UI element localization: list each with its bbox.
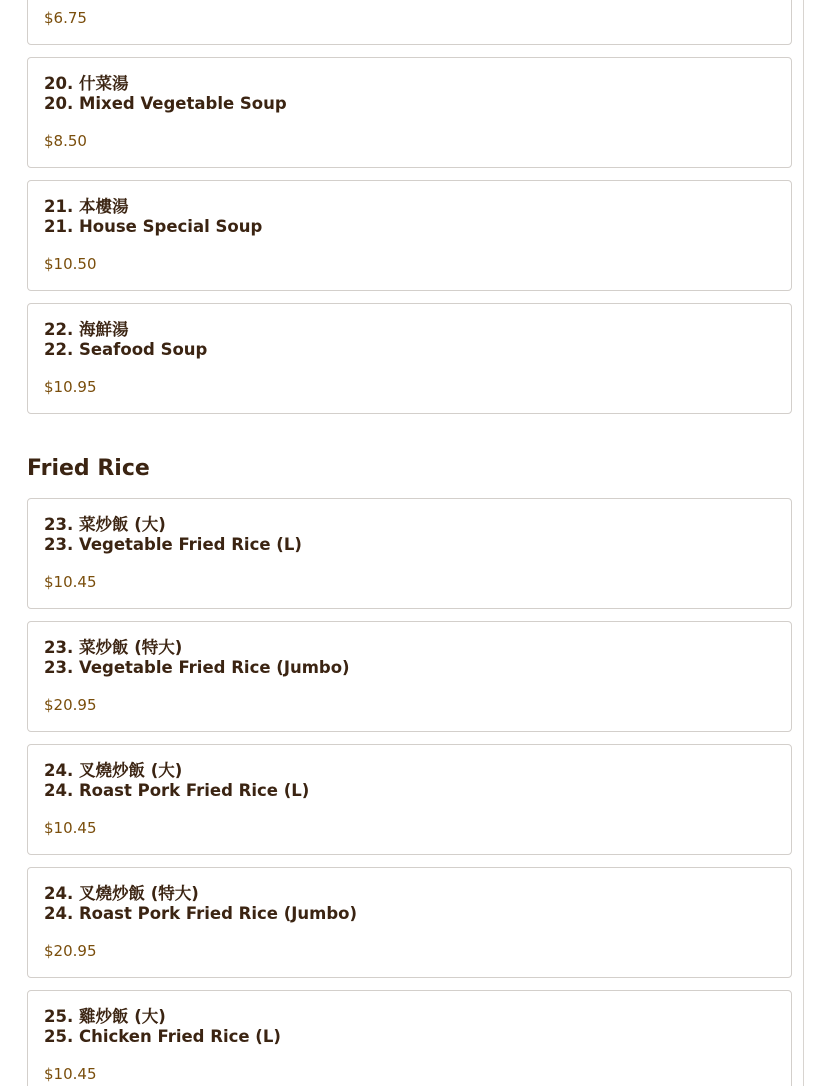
- item-price: $20.95: [44, 696, 97, 714]
- section-title-fried-rice: Fried Rice: [27, 456, 150, 481]
- item-name-english: 25. Chicken Fried Rice (L): [44, 1027, 281, 1046]
- menu-list: [27, 0, 792, 1086]
- item-name-chinese: 20. 什菜湯: [44, 74, 129, 93]
- scrollbar-track[interactable]: [803, 0, 804, 1086]
- item-name-chinese: 22. 海鮮湯: [44, 320, 129, 339]
- item-price: $6.75: [44, 9, 87, 27]
- item-name-chinese: 24. 叉燒炒飯 (特大): [44, 884, 199, 903]
- item-name-chinese: 24. 叉燒炒飯 (大): [44, 761, 183, 780]
- item-name-chinese: 21. 本樓湯: [44, 197, 129, 216]
- menu-item-card[interactable]: [27, 498, 792, 609]
- item-price: $8.50: [44, 132, 87, 150]
- item-name-english: 20. Mixed Vegetable Soup: [44, 94, 287, 113]
- item-name-chinese: 25. 雞炒飯 (大): [44, 1007, 166, 1026]
- item-price: $10.45: [44, 819, 97, 837]
- item-name-chinese: 23. 菜炒飯 (大): [44, 515, 166, 534]
- item-price: $10.95: [44, 378, 97, 396]
- menu-item-card[interactable]: [27, 990, 792, 1086]
- item-name-english: 22. Seafood Soup: [44, 340, 208, 359]
- item-price: $10.45: [44, 1065, 97, 1083]
- menu-item-card[interactable]: [27, 0, 792, 45]
- menu-item-card[interactable]: [27, 303, 792, 414]
- item-name-english: 24. Roast Pork Fried Rice (Jumbo): [44, 904, 358, 923]
- item-price: $10.50: [44, 255, 97, 273]
- item-name-english: 24. Roast Pork Fried Rice (L): [44, 781, 310, 800]
- item-name-english: 23. Vegetable Fried Rice (Jumbo): [44, 658, 350, 677]
- item-price: $20.95: [44, 942, 97, 960]
- item-price: $10.45: [44, 573, 97, 591]
- menu-item-card[interactable]: [27, 867, 792, 978]
- menu-item-card[interactable]: [27, 180, 792, 291]
- item-name-english: 21. House Special Soup: [44, 217, 263, 236]
- item-name-chinese: 23. 菜炒飯 (特大): [44, 638, 183, 657]
- item-name-english: 23. Vegetable Fried Rice (L): [44, 535, 302, 554]
- menu-item-card[interactable]: [27, 621, 792, 732]
- menu-item-card[interactable]: [27, 744, 792, 855]
- menu-item-card[interactable]: [27, 57, 792, 168]
